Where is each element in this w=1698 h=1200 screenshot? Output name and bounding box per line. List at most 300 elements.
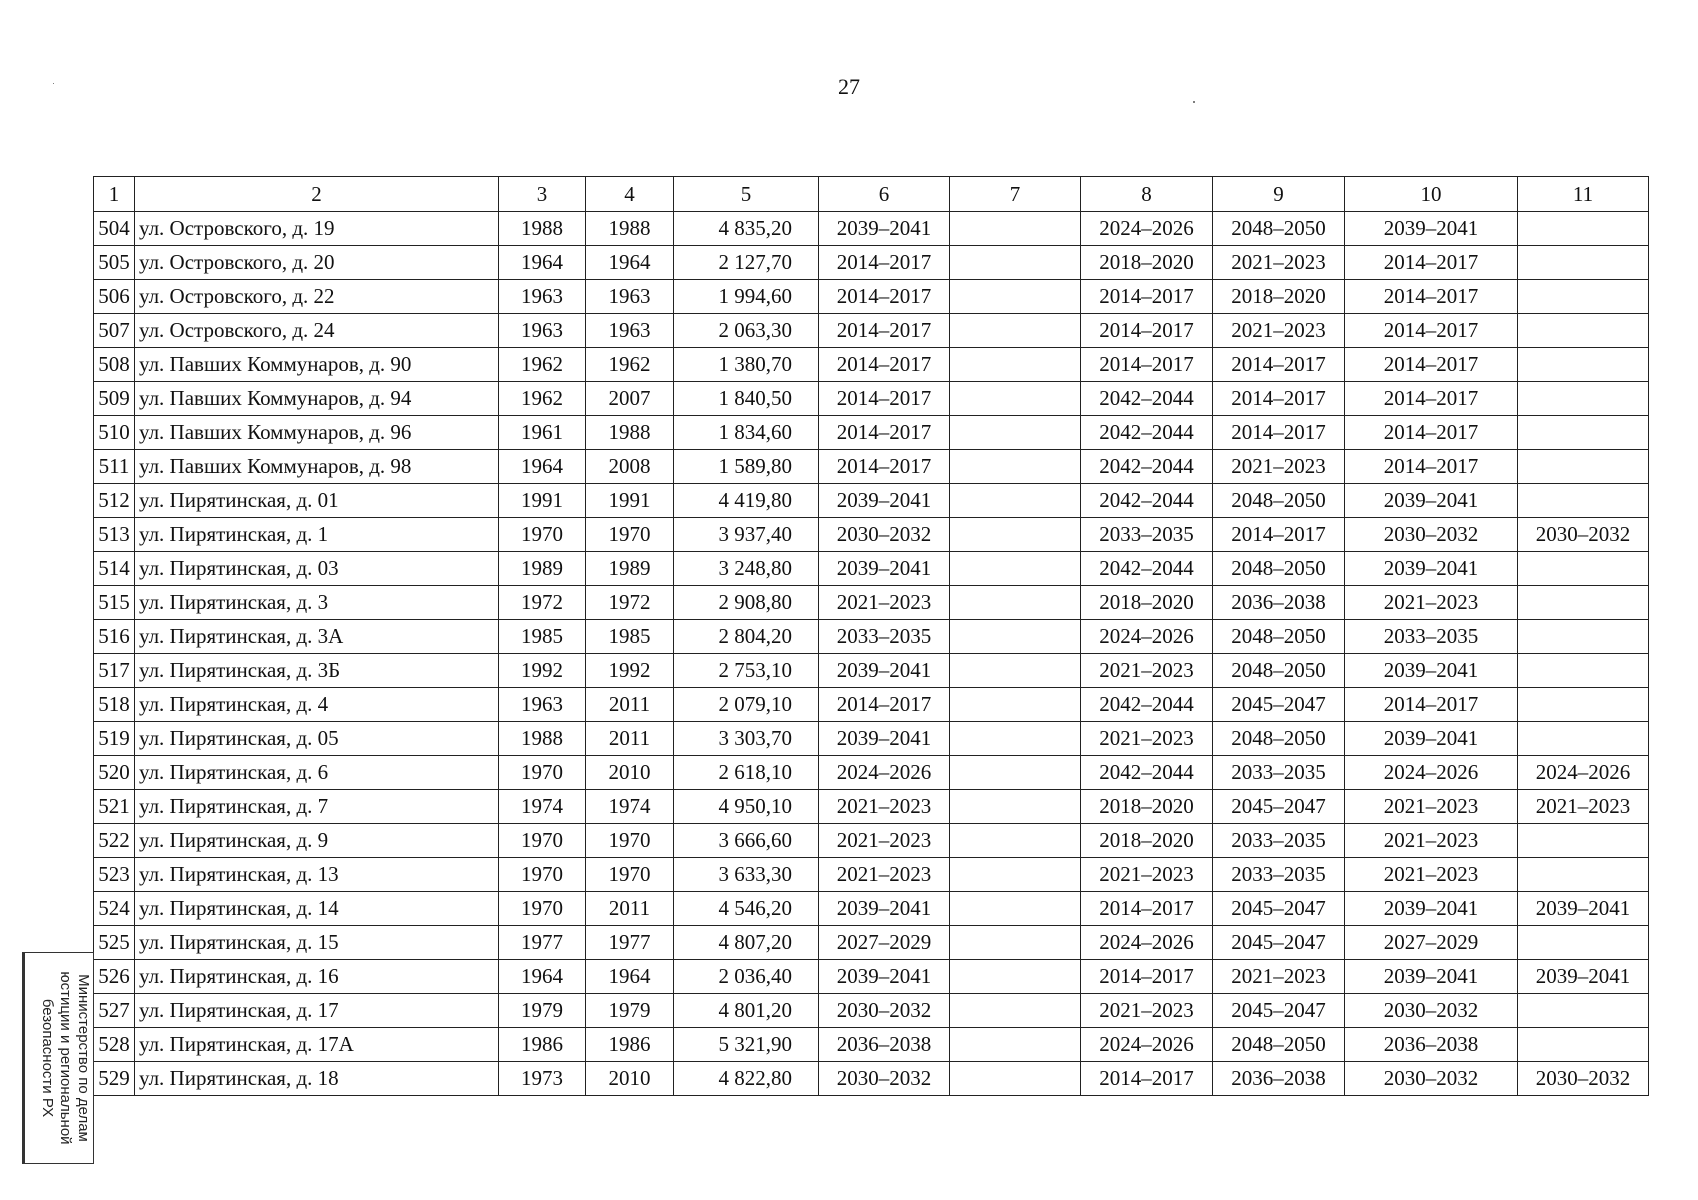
period-col-9-cell: 2048–2050: [1213, 722, 1345, 756]
column-header-3: 3: [499, 177, 586, 212]
period-col-7-cell: [950, 586, 1081, 620]
row-number-cell: 524: [94, 892, 135, 926]
period-col-6-cell: 2014–2017: [819, 688, 950, 722]
period-col-10-cell: 2021–2023: [1345, 586, 1518, 620]
period-col-10-cell: 2021–2023: [1345, 790, 1518, 824]
period-col-10-cell: 2014–2017: [1345, 348, 1518, 382]
period-col-6-cell: 2014–2017: [819, 246, 950, 280]
period-col-7-cell: [950, 722, 1081, 756]
period-col-6-cell: 2039–2041: [819, 654, 950, 688]
build-year-cell: 1963: [499, 688, 586, 722]
table-body: [94, 212, 1649, 1096]
period-col-9-cell: 2021–2023: [1213, 960, 1345, 994]
row-number-cell: 517: [94, 654, 135, 688]
period-col-7-cell: [950, 450, 1081, 484]
column-header-1: 1: [94, 177, 135, 212]
reconstruction-year-cell: 1970: [586, 824, 674, 858]
period-col-7-cell: [950, 416, 1081, 450]
reconstruction-year-cell: 1988: [586, 416, 674, 450]
period-col-7-cell: [950, 484, 1081, 518]
period-col-7-cell: [950, 994, 1081, 1028]
period-col-8-cell: 2018–2020: [1081, 246, 1213, 280]
period-col-6-cell: 2039–2041: [819, 212, 950, 246]
address-cell: ул. Пирятинская, д. 1: [135, 518, 499, 552]
column-header-11: 11: [1518, 177, 1649, 212]
period-col-9-cell: 2014–2017: [1213, 416, 1345, 450]
address-cell: ул. Пирятинская, д. 9: [135, 824, 499, 858]
table-row: [94, 450, 1649, 484]
period-col-8-cell: 2042–2044: [1081, 484, 1213, 518]
period-col-6-cell: 2039–2041: [819, 484, 950, 518]
period-col-10-cell: 2039–2041: [1345, 552, 1518, 586]
table-row: [94, 484, 1649, 518]
period-col-10-cell: 2030–2032: [1345, 518, 1518, 552]
address-cell: ул. Пирятинская, д. 16: [135, 960, 499, 994]
period-col-9-cell: 2045–2047: [1213, 790, 1345, 824]
table-row: [94, 926, 1649, 960]
period-col-9-cell: 2014–2017: [1213, 518, 1345, 552]
address-cell: ул. Пирятинская, д. 3Б: [135, 654, 499, 688]
period-col-9-cell: 2021–2023: [1213, 314, 1345, 348]
table-row: [94, 314, 1649, 348]
build-year-cell: 1961: [499, 416, 586, 450]
period-col-11-cell: 2024–2026: [1518, 756, 1649, 790]
reconstruction-year-cell: 1963: [586, 314, 674, 348]
table-row: [94, 416, 1649, 450]
period-col-9-cell: 2033–2035: [1213, 824, 1345, 858]
housing-register-table: [93, 176, 1649, 1096]
build-year-cell: 1970: [499, 858, 586, 892]
area-cell: 2 036,40: [674, 960, 819, 994]
period-col-7-cell: [950, 926, 1081, 960]
table-row: [94, 790, 1649, 824]
period-col-7-cell: [950, 552, 1081, 586]
build-year-cell: 1962: [499, 348, 586, 382]
area-cell: 3 666,60: [674, 824, 819, 858]
area-cell: 4 419,80: [674, 484, 819, 518]
period-col-9-cell: 2048–2050: [1213, 552, 1345, 586]
period-col-10-cell: 2021–2023: [1345, 824, 1518, 858]
period-col-8-cell: 2018–2020: [1081, 790, 1213, 824]
area-cell: 4 822,80: [674, 1062, 819, 1096]
area-cell: 5 321,90: [674, 1028, 819, 1062]
table-row: [94, 960, 1649, 994]
table-row: [94, 620, 1649, 654]
build-year-cell: 1964: [499, 960, 586, 994]
column-header-5: 5: [674, 177, 819, 212]
period-col-10-cell: 2036–2038: [1345, 1028, 1518, 1062]
row-number-cell: 510: [94, 416, 135, 450]
address-cell: ул. Островского, д. 24: [135, 314, 499, 348]
period-col-9-cell: 2014–2017: [1213, 382, 1345, 416]
build-year-cell: 1963: [499, 280, 586, 314]
period-col-8-cell: 2021–2023: [1081, 994, 1213, 1028]
period-col-7-cell: [950, 212, 1081, 246]
period-col-11-cell: 2039–2041: [1518, 960, 1649, 994]
period-col-6-cell: 2014–2017: [819, 450, 950, 484]
build-year-cell: 1962: [499, 382, 586, 416]
row-number-cell: 506: [94, 280, 135, 314]
table-row: [94, 1062, 1649, 1096]
period-col-8-cell: 2021–2023: [1081, 722, 1213, 756]
address-cell: ул. Пирятинская, д. 15: [135, 926, 499, 960]
reconstruction-year-cell: 2008: [586, 450, 674, 484]
row-number-cell: 527: [94, 994, 135, 1028]
address-cell: ул. Пирятинская, д. 05: [135, 722, 499, 756]
period-col-8-cell: 2014–2017: [1081, 348, 1213, 382]
row-number-cell: 526: [94, 960, 135, 994]
row-number-cell: 507: [94, 314, 135, 348]
table-row: [94, 688, 1649, 722]
period-col-11-cell: [1518, 926, 1649, 960]
period-col-8-cell: 2014–2017: [1081, 1062, 1213, 1096]
period-col-11-cell: [1518, 450, 1649, 484]
table-row: [94, 246, 1649, 280]
period-col-6-cell: 2014–2017: [819, 382, 950, 416]
table-row: [94, 654, 1649, 688]
area-cell: 2 908,80: [674, 586, 819, 620]
period-col-6-cell: 2039–2041: [819, 892, 950, 926]
period-col-11-cell: 2030–2032: [1518, 1062, 1649, 1096]
table-row: [94, 722, 1649, 756]
period-col-10-cell: 2033–2035: [1345, 620, 1518, 654]
build-year-cell: 1963: [499, 314, 586, 348]
period-col-8-cell: 2042–2044: [1081, 552, 1213, 586]
address-cell: ул. Пирятинская, д. 14: [135, 892, 499, 926]
area-cell: 3 633,30: [674, 858, 819, 892]
area-cell: 4 807,20: [674, 926, 819, 960]
period-col-8-cell: 2042–2044: [1081, 688, 1213, 722]
column-header-9: 9: [1213, 177, 1345, 212]
area-cell: 2 618,10: [674, 756, 819, 790]
period-col-7-cell: [950, 246, 1081, 280]
period-col-9-cell: 2048–2050: [1213, 620, 1345, 654]
period-col-8-cell: 2018–2020: [1081, 824, 1213, 858]
period-col-11-cell: 2039–2041: [1518, 892, 1649, 926]
period-col-6-cell: 2014–2017: [819, 314, 950, 348]
stamp-line-1: Министерство по делам: [75, 974, 92, 1142]
area-cell: 4 950,10: [674, 790, 819, 824]
period-col-10-cell: 2024–2026: [1345, 756, 1518, 790]
scan-speck: [1193, 101, 1195, 103]
row-number-cell: 509: [94, 382, 135, 416]
period-col-10-cell: 2039–2041: [1345, 722, 1518, 756]
period-col-6-cell: 2030–2032: [819, 518, 950, 552]
period-col-11-cell: [1518, 858, 1649, 892]
reconstruction-year-cell: 2011: [586, 722, 674, 756]
scan-speck: [53, 83, 54, 84]
period-col-11-cell: [1518, 314, 1649, 348]
row-number-cell: 508: [94, 348, 135, 382]
build-year-cell: 1979: [499, 994, 586, 1028]
period-col-10-cell: 2014–2017: [1345, 450, 1518, 484]
row-number-cell: 523: [94, 858, 135, 892]
period-col-10-cell: 2039–2041: [1345, 960, 1518, 994]
period-col-8-cell: 2042–2044: [1081, 450, 1213, 484]
period-col-11-cell: [1518, 246, 1649, 280]
period-col-10-cell: 2039–2041: [1345, 892, 1518, 926]
reconstruction-year-cell: 1992: [586, 654, 674, 688]
area-cell: 4 546,20: [674, 892, 819, 926]
period-col-6-cell: 2027–2029: [819, 926, 950, 960]
reconstruction-year-cell: 1986: [586, 1028, 674, 1062]
row-number-cell: 512: [94, 484, 135, 518]
build-year-cell: 1988: [499, 722, 586, 756]
reconstruction-year-cell: 1972: [586, 586, 674, 620]
period-col-6-cell: 2039–2041: [819, 960, 950, 994]
build-year-cell: 1973: [499, 1062, 586, 1096]
period-col-8-cell: 2024–2026: [1081, 1028, 1213, 1062]
address-cell: ул. Павших Коммунаров, д. 96: [135, 416, 499, 450]
build-year-cell: 1970: [499, 892, 586, 926]
column-header-2: 2: [135, 177, 499, 212]
period-col-9-cell: 2048–2050: [1213, 654, 1345, 688]
row-number-cell: 529: [94, 1062, 135, 1096]
area-cell: 2 063,30: [674, 314, 819, 348]
period-col-6-cell: 2030–2032: [819, 994, 950, 1028]
area-cell: 2 753,10: [674, 654, 819, 688]
build-year-cell: 1985: [499, 620, 586, 654]
period-col-11-cell: [1518, 654, 1649, 688]
period-col-8-cell: 2024–2026: [1081, 926, 1213, 960]
period-col-6-cell: 2014–2017: [819, 280, 950, 314]
period-col-8-cell: 2024–2026: [1081, 212, 1213, 246]
period-col-10-cell: 2030–2032: [1345, 1062, 1518, 1096]
table-row: [94, 892, 1649, 926]
address-cell: ул. Пирятинская, д. 13: [135, 858, 499, 892]
period-col-7-cell: [950, 280, 1081, 314]
area-cell: 1 994,60: [674, 280, 819, 314]
address-cell: ул. Павших Коммунаров, д. 94: [135, 382, 499, 416]
build-year-cell: 1964: [499, 246, 586, 280]
period-col-6-cell: 2021–2023: [819, 790, 950, 824]
column-header-6: 6: [819, 177, 950, 212]
table-row: [94, 348, 1649, 382]
reconstruction-year-cell: 2011: [586, 892, 674, 926]
row-number-cell: 519: [94, 722, 135, 756]
period-col-7-cell: [950, 960, 1081, 994]
table-row: [94, 280, 1649, 314]
row-number-cell: 520: [94, 756, 135, 790]
row-number-cell: 518: [94, 688, 135, 722]
period-col-9-cell: 2048–2050: [1213, 1028, 1345, 1062]
period-col-7-cell: [950, 620, 1081, 654]
stamp-text: [22, 952, 92, 1164]
period-col-11-cell: [1518, 484, 1649, 518]
build-year-cell: 1970: [499, 518, 586, 552]
row-number-cell: 521: [94, 790, 135, 824]
period-col-9-cell: 2021–2023: [1213, 450, 1345, 484]
period-col-6-cell: 2014–2017: [819, 348, 950, 382]
area-cell: 4 801,20: [674, 994, 819, 1028]
period-col-8-cell: 2014–2017: [1081, 960, 1213, 994]
column-header-8: 8: [1081, 177, 1213, 212]
period-col-11-cell: [1518, 824, 1649, 858]
reconstruction-year-cell: 2007: [586, 382, 674, 416]
address-cell: ул. Пирятинская, д. 18: [135, 1062, 499, 1096]
period-col-8-cell: 2014–2017: [1081, 892, 1213, 926]
period-col-11-cell: [1518, 382, 1649, 416]
reconstruction-year-cell: 1964: [586, 960, 674, 994]
table-row: [94, 1028, 1649, 1062]
period-col-6-cell: 2014–2017: [819, 416, 950, 450]
period-col-8-cell: 2042–2044: [1081, 382, 1213, 416]
stamp-line-2: юстиции и региональной: [57, 971, 74, 1145]
row-number-cell: 504: [94, 212, 135, 246]
table-row: [94, 518, 1649, 552]
period-col-11-cell: [1518, 1028, 1649, 1062]
column-header-7: 7: [950, 177, 1081, 212]
period-col-9-cell: 2033–2035: [1213, 858, 1345, 892]
row-number-cell: 511: [94, 450, 135, 484]
address-cell: ул. Пирятинская, д. 17А: [135, 1028, 499, 1062]
table-row: [94, 756, 1649, 790]
page-number: 27: [838, 74, 860, 99]
area-cell: 2 804,20: [674, 620, 819, 654]
period-col-11-cell: [1518, 586, 1649, 620]
period-col-7-cell: [950, 654, 1081, 688]
address-cell: ул. Пирятинская, д. 3: [135, 586, 499, 620]
table-row: [94, 212, 1649, 246]
reconstruction-year-cell: 1970: [586, 858, 674, 892]
period-col-7-cell: [950, 382, 1081, 416]
period-col-11-cell: 2021–2023: [1518, 790, 1649, 824]
period-col-9-cell: 2018–2020: [1213, 280, 1345, 314]
period-col-6-cell: 2030–2032: [819, 1062, 950, 1096]
period-col-8-cell: 2033–2035: [1081, 518, 1213, 552]
reconstruction-year-cell: 1988: [586, 212, 674, 246]
period-col-10-cell: 2014–2017: [1345, 688, 1518, 722]
build-year-cell: 1970: [499, 824, 586, 858]
build-year-cell: 1988: [499, 212, 586, 246]
reconstruction-year-cell: 1991: [586, 484, 674, 518]
period-col-10-cell: 2014–2017: [1345, 382, 1518, 416]
address-cell: ул. Пирятинская, д. 6: [135, 756, 499, 790]
period-col-9-cell: 2014–2017: [1213, 348, 1345, 382]
period-col-6-cell: 2024–2026: [819, 756, 950, 790]
period-col-10-cell: 2027–2029: [1345, 926, 1518, 960]
build-year-cell: 1970: [499, 756, 586, 790]
period-col-11-cell: [1518, 552, 1649, 586]
period-col-6-cell: 2039–2041: [819, 552, 950, 586]
period-col-9-cell: 2048–2050: [1213, 484, 1345, 518]
period-col-6-cell: 2039–2041: [819, 722, 950, 756]
period-col-8-cell: 2021–2023: [1081, 654, 1213, 688]
period-col-9-cell: 2045–2047: [1213, 994, 1345, 1028]
period-col-8-cell: 2042–2044: [1081, 416, 1213, 450]
address-cell: ул. Пирятинская, д. 7: [135, 790, 499, 824]
area-cell: 1 589,80: [674, 450, 819, 484]
period-col-7-cell: [950, 1062, 1081, 1096]
period-col-7-cell: [950, 348, 1081, 382]
table-row: [94, 586, 1649, 620]
area-cell: 3 248,80: [674, 552, 819, 586]
period-col-7-cell: [950, 688, 1081, 722]
table-row: [94, 552, 1649, 586]
address-cell: ул. Островского, д. 19: [135, 212, 499, 246]
address-cell: ул. Пирятинская, д. 17: [135, 994, 499, 1028]
reconstruction-year-cell: 1985: [586, 620, 674, 654]
period-col-10-cell: 2014–2017: [1345, 246, 1518, 280]
period-col-10-cell: 2039–2041: [1345, 212, 1518, 246]
row-number-cell: 528: [94, 1028, 135, 1062]
area-cell: 3 937,40: [674, 518, 819, 552]
header-row: [94, 177, 1649, 212]
period-col-6-cell: 2036–2038: [819, 1028, 950, 1062]
period-col-11-cell: [1518, 212, 1649, 246]
stamp-line-3: безопасности РХ: [39, 998, 56, 1118]
period-col-11-cell: [1518, 280, 1649, 314]
period-col-8-cell: 2014–2017: [1081, 280, 1213, 314]
period-col-10-cell: 2014–2017: [1345, 280, 1518, 314]
period-col-11-cell: [1518, 348, 1649, 382]
period-col-9-cell: 2045–2047: [1213, 688, 1345, 722]
area-cell: 1 380,70: [674, 348, 819, 382]
period-col-7-cell: [950, 790, 1081, 824]
period-col-9-cell: 2033–2035: [1213, 756, 1345, 790]
period-col-11-cell: [1518, 416, 1649, 450]
period-col-9-cell: 2036–2038: [1213, 1062, 1345, 1096]
period-col-7-cell: [950, 892, 1081, 926]
period-col-9-cell: 2045–2047: [1213, 926, 1345, 960]
reconstruction-year-cell: 2010: [586, 1062, 674, 1096]
build-year-cell: 1977: [499, 926, 586, 960]
build-year-cell: 1974: [499, 790, 586, 824]
period-col-11-cell: [1518, 722, 1649, 756]
period-col-10-cell: 2039–2041: [1345, 484, 1518, 518]
period-col-10-cell: 2021–2023: [1345, 858, 1518, 892]
reconstruction-year-cell: 1964: [586, 246, 674, 280]
build-year-cell: 1991: [499, 484, 586, 518]
reconstruction-year-cell: 1974: [586, 790, 674, 824]
period-col-8-cell: 2024–2026: [1081, 620, 1213, 654]
period-col-7-cell: [950, 1028, 1081, 1062]
period-col-11-cell: 2030–2032: [1518, 518, 1649, 552]
build-year-cell: 1972: [499, 586, 586, 620]
address-cell: ул. Пирятинская, д. 4: [135, 688, 499, 722]
period-col-6-cell: 2021–2023: [819, 586, 950, 620]
area-cell: 1 834,60: [674, 416, 819, 450]
period-col-10-cell: 2014–2017: [1345, 314, 1518, 348]
reconstruction-year-cell: 1962: [586, 348, 674, 382]
column-header-4: 4: [586, 177, 674, 212]
table-row: [94, 824, 1649, 858]
address-cell: ул. Павших Коммунаров, д. 90: [135, 348, 499, 382]
period-col-7-cell: [950, 824, 1081, 858]
column-header-10: 10: [1345, 177, 1518, 212]
build-year-cell: 1989: [499, 552, 586, 586]
period-col-11-cell: [1518, 688, 1649, 722]
period-col-6-cell: 2021–2023: [819, 824, 950, 858]
row-number-cell: 516: [94, 620, 135, 654]
reconstruction-year-cell: 1963: [586, 280, 674, 314]
address-cell: ул. Пирятинская, д. 03: [135, 552, 499, 586]
ministry-stamp: [22, 952, 92, 1164]
area-cell: 2 127,70: [674, 246, 819, 280]
period-col-8-cell: 2021–2023: [1081, 858, 1213, 892]
period-col-8-cell: 2042–2044: [1081, 756, 1213, 790]
period-col-6-cell: 2021–2023: [819, 858, 950, 892]
period-col-7-cell: [950, 858, 1081, 892]
row-number-cell: 525: [94, 926, 135, 960]
period-col-8-cell: 2014–2017: [1081, 314, 1213, 348]
reconstruction-year-cell: 2010: [586, 756, 674, 790]
address-cell: ул. Островского, д. 22: [135, 280, 499, 314]
reconstruction-year-cell: 1979: [586, 994, 674, 1028]
period-col-11-cell: [1518, 994, 1649, 1028]
reconstruction-year-cell: 1977: [586, 926, 674, 960]
table-row: [94, 382, 1649, 416]
